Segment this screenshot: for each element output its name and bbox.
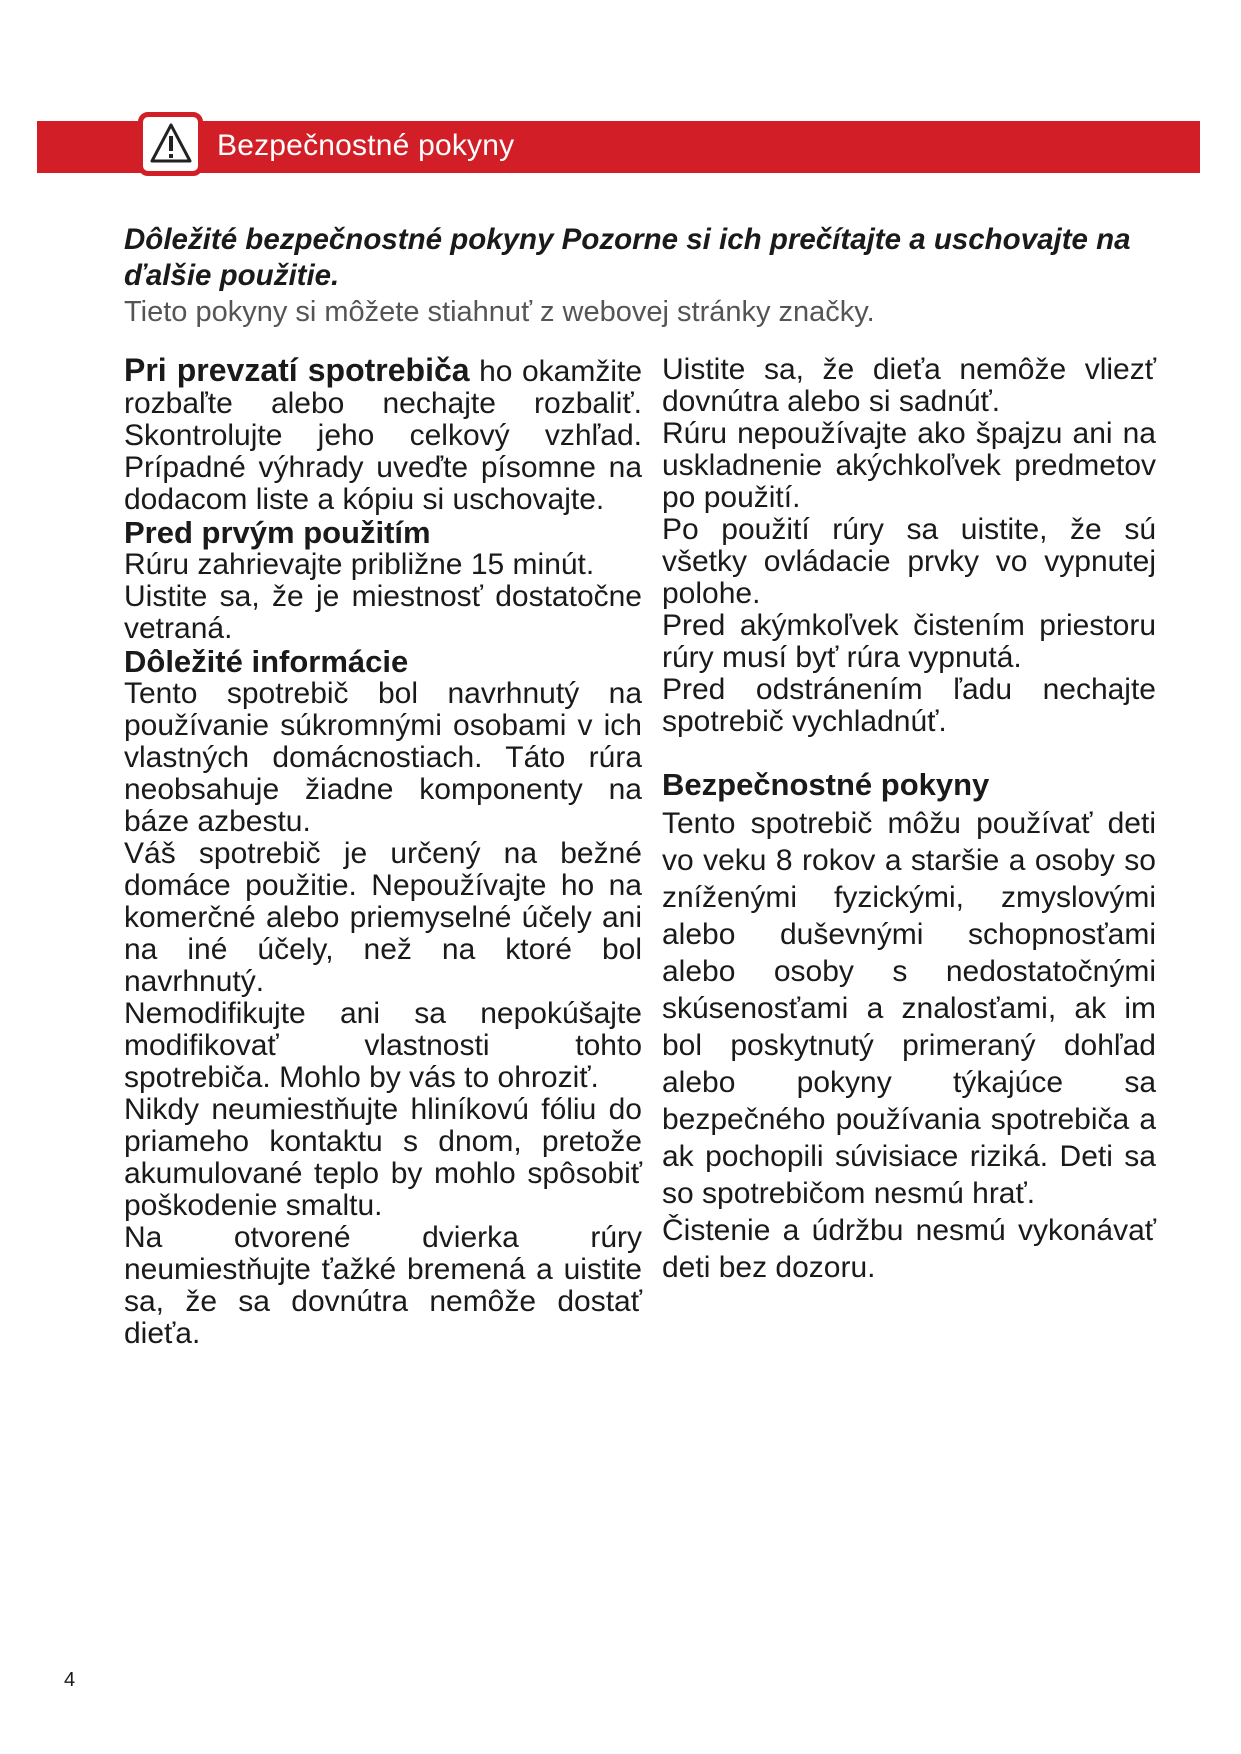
page-number: 4 [64, 1669, 76, 1691]
right-paragraph: Po použití rúry sa uistite, že sú všetky ovládacie prvky vo vypnutej polohe. [662, 513, 1156, 610]
left-column [124, 354, 642, 1350]
intro-section [124, 222, 1174, 330]
first-use-paragraph: Uistite sa, že je miestnosť dostatočne vetraná. [124, 580, 642, 645]
important-paragraph: Nikdy neumiestňujte hliníkovú fóliu do priameho kontaktu s dnom, pretože akumulované teplo by mohlo spôsobiť poškodenie smaltu. [124, 1093, 642, 1222]
important-heading: Dôležité informácie [124, 644, 409, 679]
warning-badge [138, 112, 203, 176]
first-use-paragraph: Rúru zahrievajte približne 15 minút. [124, 548, 595, 581]
safety-section [662, 805, 1156, 1286]
safety-paragraph: Tento spotrebič môžu používať deti vo veku 8 rokov a staršie a osoby so zníženými fyzickými, zmyslovými alebo duševnými schopnosťami alebo osoby s nedostatočnými skúsenosťami a znalosťami, ak im bol poskytnutý primeraný dohľad alebo pokyny týkajúce sa bezpečného používania spotrebiča a ak pochopili súvisiace riziká. Deti sa so spotrebičom nesmú hrať. [662, 807, 1156, 1210]
safety-paragraph: Čistenie a údržbu nesmú vykonávať deti bez dozoru. [662, 1214, 1156, 1284]
right-paragraph: Rúru nepoužívajte ako špajzu ani na uskladnenie akýchkoľvek predmetov po použití. [662, 417, 1156, 514]
warning-triangle-icon [149, 122, 193, 166]
important-paragraph: Na otvorené dvierka rúry neumiestňujte ťažké bremená a uistite sa, že sa dovnútra nemôže dostať dieťa. [124, 1221, 642, 1350]
right-paragraph: Uistite sa, že dieťa nemôže vliezť dovnútra alebo si sadnúť. [662, 353, 1156, 418]
important-paragraph: Tento spotrebič bol navrhnutý na používanie súkromnými osobami v ich vlastných domácnostiach. Táto rúra neobsahuje žiadne komponenty na báze azbestu. [124, 677, 642, 838]
safety-heading: Bezpečnostné pokyny [662, 767, 990, 802]
receiving-paragraph [124, 354, 642, 516]
right-paragraph: Pred akýmkoľvek čistením priestoru rúry musí byť rúra vypnutá. [662, 609, 1156, 674]
intro-subtitle: Tieto pokyny si môžete stiahnuť z webovej stránky značky. [124, 296, 875, 328]
right-column [662, 354, 1156, 1286]
receiving-heading: Pri prevzatí spotrebiča [124, 352, 470, 388]
intro-heading: Dôležité bezpečnostné pokyny Pozorne si ich prečítajte a uschovajte na ďalšie použitie. [124, 223, 1131, 292]
receiving-text: ho okamžite rozbaľte alebo nechajte rozbaliť. Skontrolujte jeho celkový vzhľad. Prípadné výhrady uveďte písomne na dodacom liste a kópiu si uschovajte. [124, 355, 643, 516]
important-paragraph: Váš spotrebič je určený na bežné domáce použitie. Nepoužívajte ho na komerčné alebo priemyselné účely ani na iné účely, než na ktoré bol navrhnutý. [124, 837, 642, 998]
first-use-heading: Pred prvým použitím [124, 515, 431, 550]
header-title: Bezpečnostné pokyny [217, 129, 515, 162]
header-banner [37, 121, 1200, 173]
right-paragraph: Pred odstránením ľadu nechajte spotrebič vychladnúť. [662, 673, 1156, 738]
important-paragraph: Nemodifikujte ani sa nepokúšajte modifikovať vlastnosti tohto spotrebiča. Mohlo by vás to ohroziť. [124, 997, 642, 1094]
